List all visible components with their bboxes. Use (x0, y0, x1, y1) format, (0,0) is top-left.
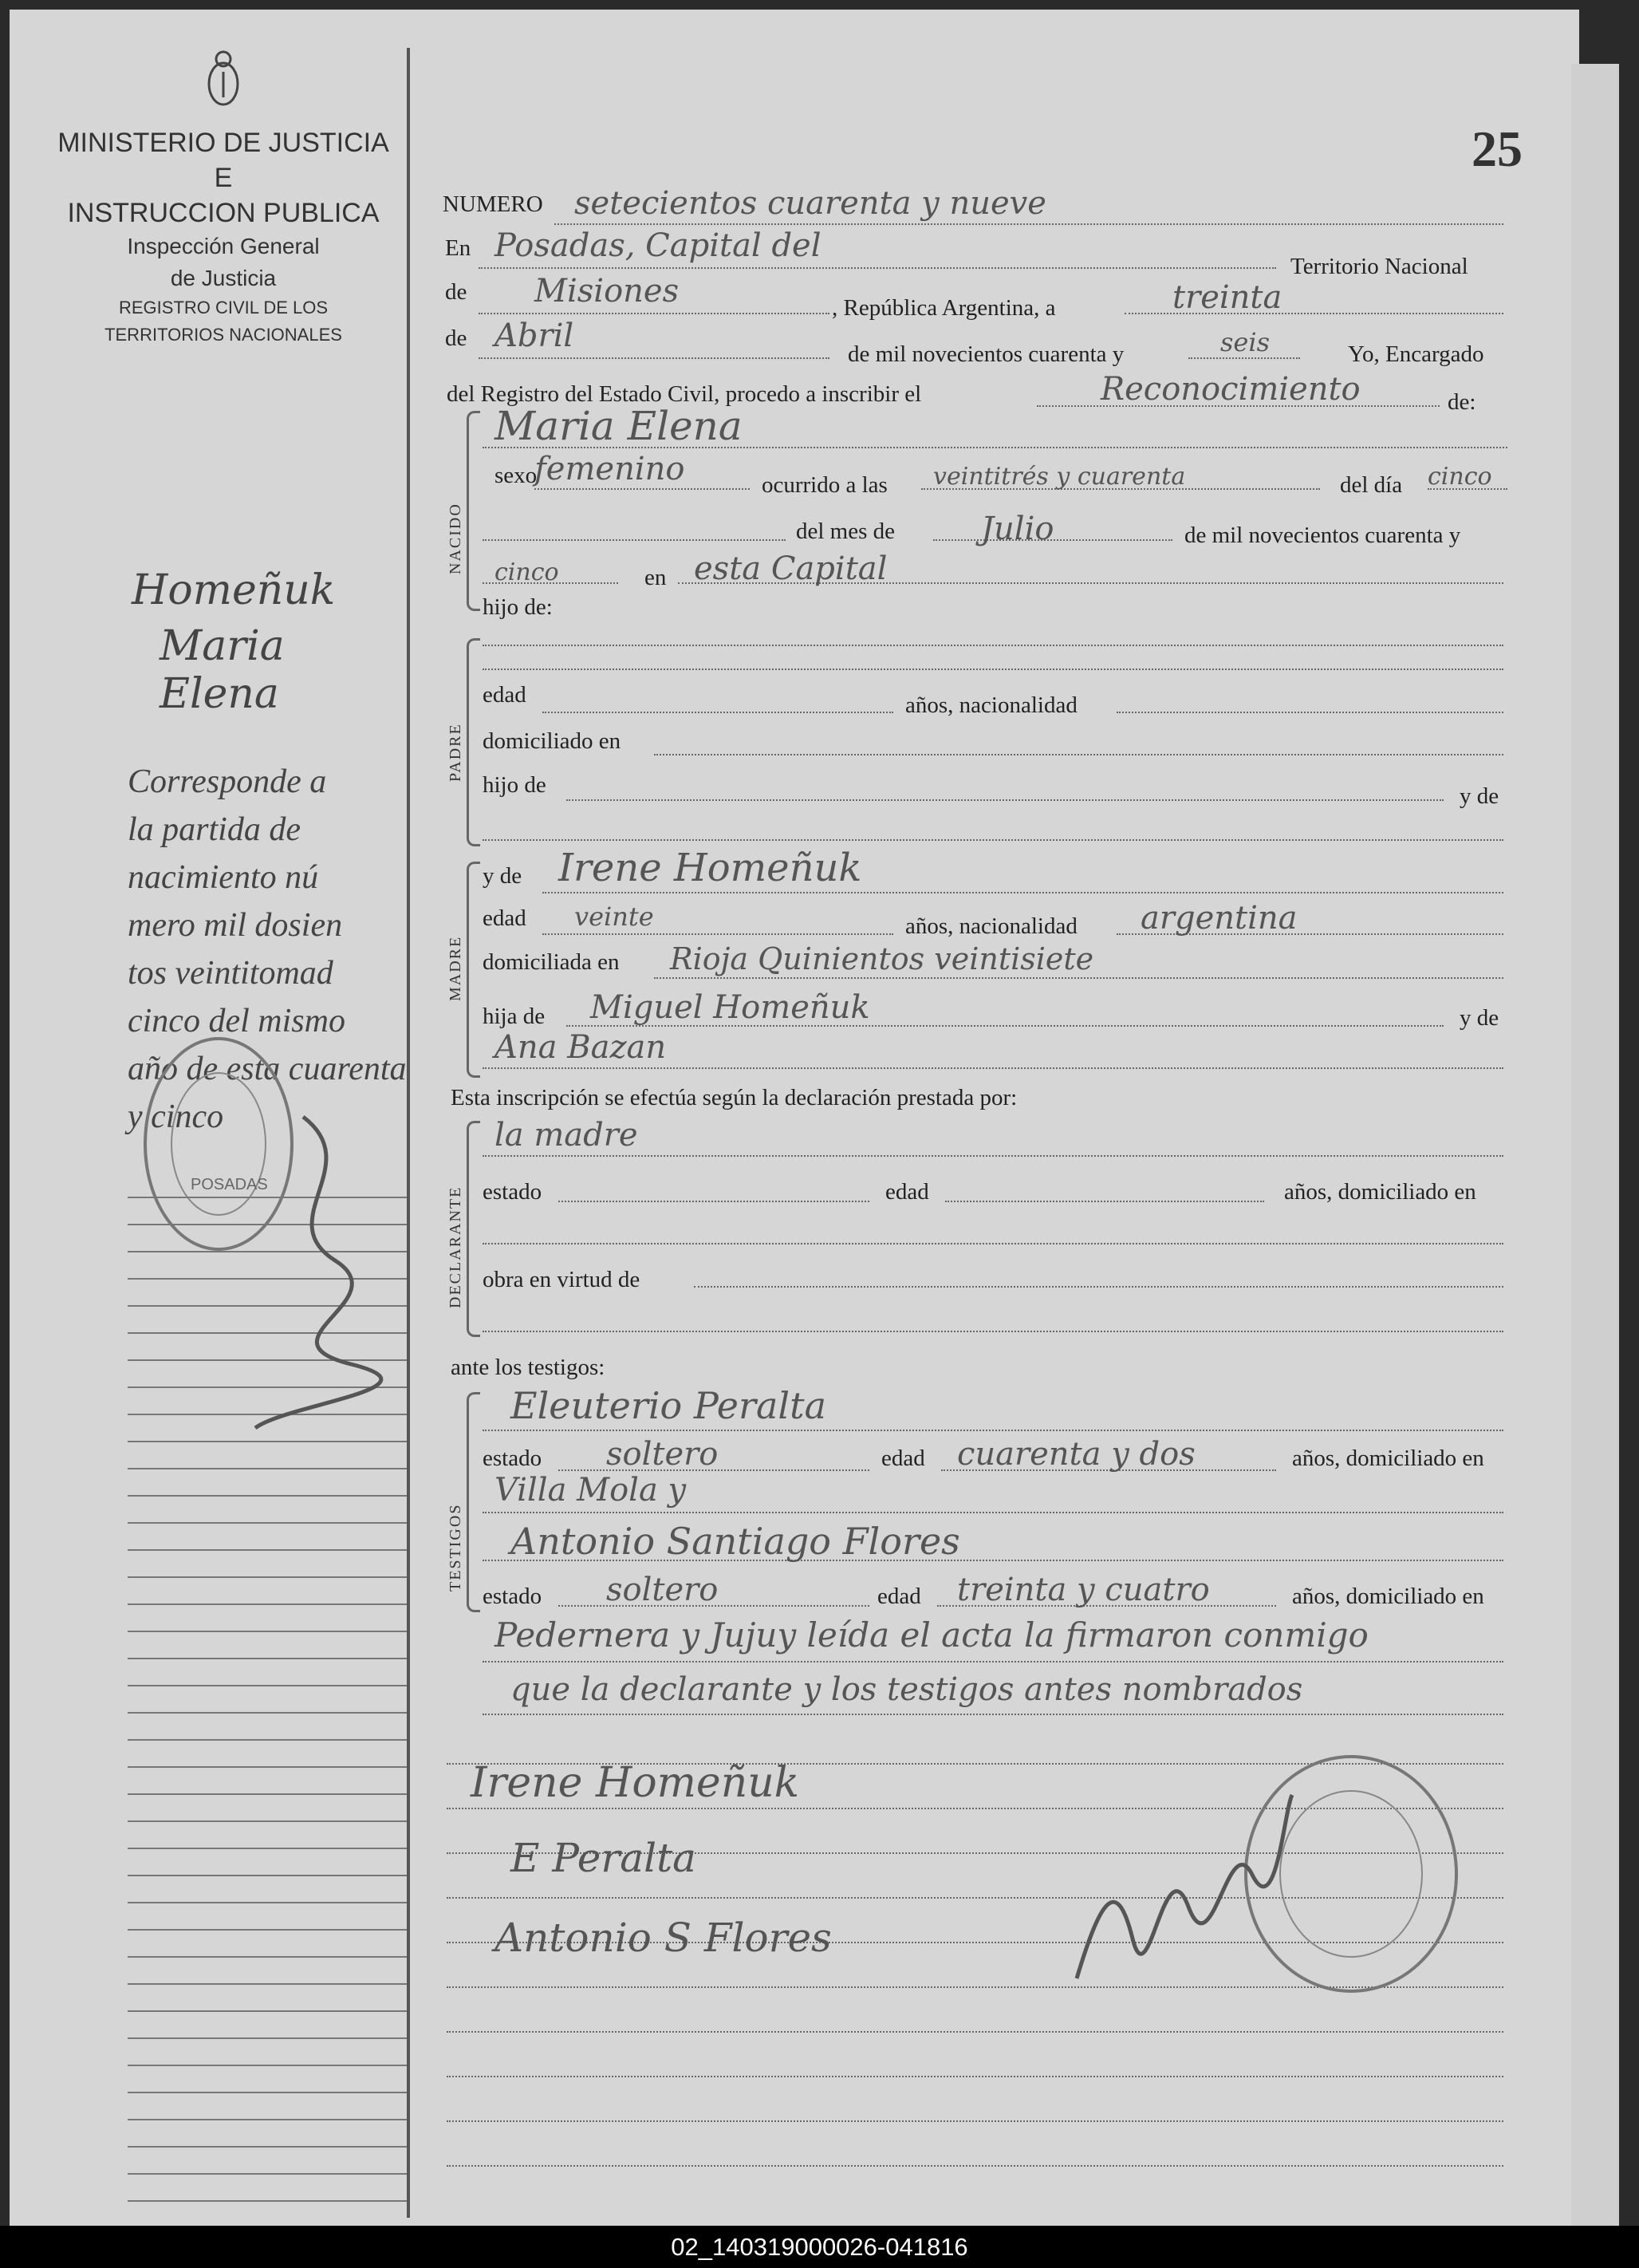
label-mil: de mil novecientos cuarenta y (848, 341, 1125, 367)
ruled-line (128, 1603, 407, 1605)
field-anio-nac: cinco (494, 558, 559, 586)
label-estado-declarante: estado (483, 1179, 542, 1205)
label-registro: del Registro del Estado Civil, procedo a inscribir el (447, 381, 922, 407)
ruled-line (128, 1576, 407, 1578)
ruled-line (128, 1875, 407, 1876)
field-declarante: la madre (494, 1117, 638, 1154)
header-line-7: TERRITORIOS NACIONALES (104, 325, 342, 345)
margin-note-line: tos veintitomad (128, 955, 333, 992)
ruled-line (128, 1820, 407, 1822)
form-line (447, 2120, 1503, 2122)
field-testigo-1: Eleuterio Peralta (510, 1384, 827, 1427)
field-lugar: esta Capital (694, 550, 888, 587)
label-ante: ante los testigos: (451, 1355, 605, 1380)
label-mil-2: de mil novecientos cuarenta y (1184, 523, 1461, 548)
label-edad-padre: edad (483, 682, 526, 708)
ruled-line (128, 1793, 407, 1795)
field-t2-edad: treinta y cuatro (957, 1572, 1210, 1608)
field-testigo-2: Antonio Santiago Flores (510, 1520, 960, 1563)
label-hijo-de-padre: hijo de (483, 772, 546, 798)
field-t2-estado: soltero (606, 1572, 719, 1608)
ministry-header (48, 48, 399, 349)
field-nombre: Maria Elena (494, 403, 743, 449)
page-edge (1571, 64, 1619, 2234)
field-numero: setecientos cuarenta y nueve (574, 185, 1046, 222)
header-line-1: MINISTERIO DE JUSTICIA (57, 128, 389, 158)
coat-of-arms-icon (203, 48, 243, 112)
label-obra: obra en virtud de (483, 1267, 640, 1292)
field-sexo: femenino (534, 451, 685, 487)
label-numero: NUMERO (443, 191, 543, 217)
ruled-line (128, 2037, 407, 2039)
section-madre: MADRE (447, 935, 464, 1001)
header-line-3: INSTRUCCION PUBLICA (67, 198, 380, 228)
label-y-de-padre: y de (1460, 783, 1499, 809)
field-dia-nac: cinco (1428, 463, 1492, 491)
label-en-2: en (644, 565, 667, 590)
field-madre-nac: argentina (1141, 900, 1298, 937)
section-testigos: TESTIGOS (447, 1503, 464, 1592)
field-anio: seis (1220, 327, 1271, 357)
label-anios-dom-t2: años, domiciliado en (1292, 1584, 1484, 1609)
field-cierre: que la declarante y los testigos antes nombrados (510, 1671, 1303, 1708)
ruled-line (128, 2200, 407, 2202)
field-territorio: Misiones (534, 273, 680, 310)
label-del-dia: del día (1340, 472, 1403, 498)
label-edad-t1: edad (881, 1446, 925, 1471)
field-madre-edad: veinte (574, 901, 654, 932)
ruled-line (128, 1956, 407, 1958)
ruled-line (128, 2146, 407, 2148)
section-nacido: NACIDO (447, 503, 464, 574)
header-line-6: REGISTRO CIVIL DE LOS (118, 298, 329, 318)
field-t1-edad: cuarenta y dos (957, 1436, 1196, 1473)
ruled-line (128, 1658, 407, 1659)
ruled-line (128, 1495, 407, 1497)
ruled-line (128, 2173, 407, 2175)
ruled-line (128, 1631, 407, 1632)
label-territorio: Territorio Nacional (1290, 254, 1468, 279)
ruled-line (128, 1983, 407, 1985)
label-estado-t2: estado (483, 1584, 542, 1609)
ruled-line (128, 1712, 407, 1714)
label-anios-nac-madre: años, nacionalidad (905, 913, 1078, 939)
margin-note-line: mero mil dosien (128, 907, 343, 944)
label-en: En (445, 235, 471, 261)
ruled-line (128, 1739, 407, 1741)
official-signature (1053, 1779, 1308, 2018)
margin-name-1: Maria (160, 622, 285, 670)
field-t1-dom: Villa Mola y (494, 1472, 687, 1509)
margin-note-line: cinco del mismo (128, 1003, 345, 1039)
field-madre-dom: Rioja Quinientos veintisiete (670, 941, 1094, 976)
margin-note-line: Corresponde a (128, 763, 327, 800)
form-line (447, 2031, 1503, 2033)
label-y-de-madre: y de (483, 863, 522, 889)
header-line-4: Inspección General (127, 234, 320, 258)
signature-testigo-1: E Peralta (510, 1835, 696, 1881)
label-edad-t2: edad (877, 1584, 921, 1609)
label-estado-t1: estado (483, 1446, 542, 1471)
label-yo: Yo, Encargado (1348, 341, 1484, 367)
label-hijo-de: hijo de: (483, 594, 553, 620)
label-anios-dom-t1: años, domiciliado en (1292, 1446, 1484, 1471)
field-mes-nac: Julio (981, 511, 1054, 547)
field-hora: veintitrés y cuarenta (933, 463, 1186, 491)
page-number: 25 (1472, 120, 1523, 177)
ruled-line (128, 2010, 407, 2012)
ruled-line (128, 2065, 407, 2066)
field-abuela: Ana Bazan (494, 1029, 667, 1066)
label-de-2: de (445, 325, 467, 351)
header-line-5: de Justicia (170, 266, 277, 290)
label-sexo: sexo (494, 463, 538, 488)
label-domiciliado-padre: domiciliado en (483, 728, 621, 754)
label-domiciliada-madre: domiciliada en (483, 949, 620, 975)
field-madre: Irene Homeñuk (558, 846, 862, 890)
field-t1-estado: soltero (606, 1436, 719, 1473)
field-en: Posadas, Capital del (494, 227, 821, 264)
margin-note-line: y cinco (128, 1099, 224, 1135)
label-del-mes: del mes de (796, 519, 896, 544)
margin-surname: Homeñuk (132, 566, 336, 614)
ruled-line (128, 1766, 407, 1768)
ruled-line (128, 1468, 407, 1469)
field-t2-dom: Pedernera y Jujuy leída el acta la firmaron conmigo (494, 1615, 1369, 1655)
label-hija-de: hija de (483, 1004, 546, 1029)
ruled-line (128, 1902, 407, 1903)
official-signature-left (207, 1101, 431, 1436)
label-ocurrido: ocurrido a las (762, 472, 888, 498)
margin-note-line: año de esta cuarenta (128, 1051, 407, 1087)
ruled-line (128, 1929, 407, 1931)
label-inscripcion: Esta inscripción se efectúa según la declaración prestada por: (451, 1085, 1018, 1110)
stamp-text: POSADAS (191, 1176, 268, 1193)
label-edad-madre: edad (483, 905, 526, 931)
form-line (447, 2076, 1503, 2077)
label-de-colon: de: (1448, 389, 1476, 415)
ruled-line (128, 1848, 407, 1849)
ruled-line (128, 1685, 407, 1686)
ruled-line (128, 2119, 407, 2120)
ruled-line (128, 1441, 407, 1442)
label-anios-nac-padre: años, nacionalidad (905, 692, 1078, 718)
ruled-line (128, 1549, 407, 1551)
signature-testigo-2: Antonio S Flores (494, 1915, 832, 1961)
signature-madre: Irene Homeñuk (471, 1759, 800, 1807)
margin-note-line: nacimiento nú (128, 859, 319, 896)
form-line (447, 2165, 1503, 2167)
label-anios-dom-declarante: años, domiciliado en (1284, 1179, 1476, 1205)
margin-name-2: Elena (160, 670, 279, 718)
field-mes: Abril (494, 318, 574, 354)
label-republica: , República Argentina, a (832, 295, 1056, 321)
label-de: de (445, 279, 467, 305)
ruled-line (128, 1522, 407, 1524)
field-dia: treinta (1172, 279, 1282, 316)
field-acto: Reconocimiento (1101, 371, 1361, 408)
section-padre: PADRE (447, 723, 464, 782)
label-y-de-madre-2: y de (1460, 1005, 1499, 1031)
field-abuelo: Miguel Homeñuk (590, 989, 870, 1026)
footer-id: 02_140319000026-041816 (0, 2226, 1639, 2268)
section-declarante: DECLARANTE (447, 1185, 464, 1308)
header-line-2: E (214, 163, 233, 193)
margin-note-line: la partida de (128, 811, 301, 848)
label-edad-declarante: edad (885, 1179, 929, 1205)
ruled-line (128, 2092, 407, 2093)
